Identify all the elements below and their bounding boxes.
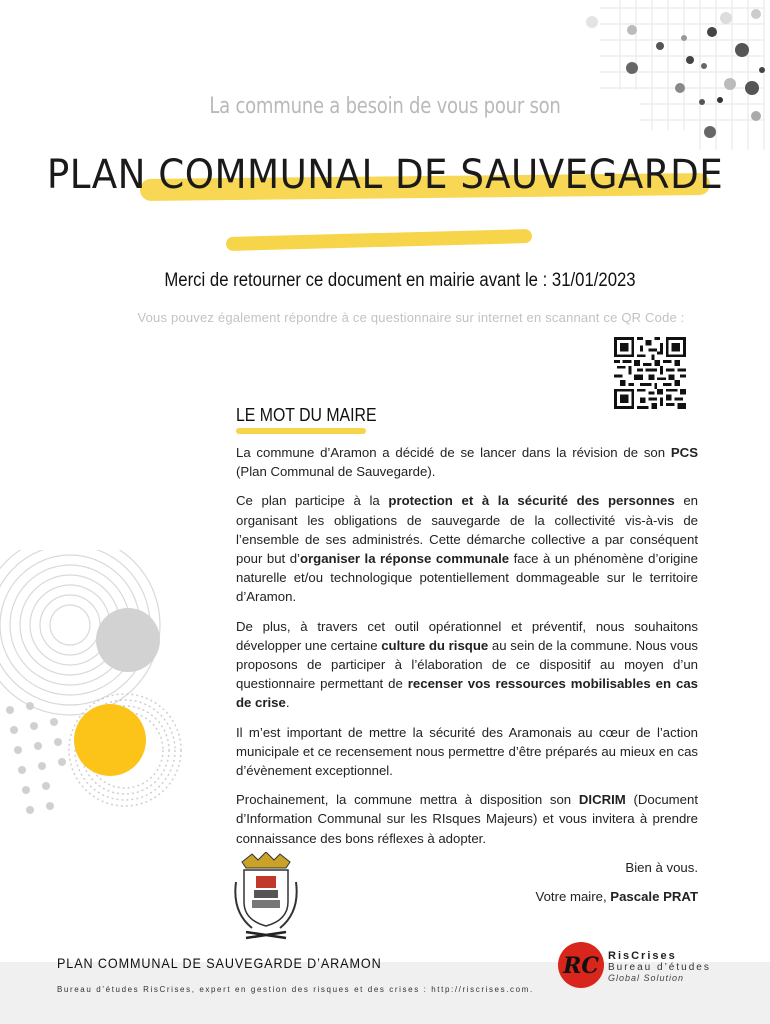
paragraph-dicrim: Prochainement, la commune mettra à disposition son DICRIM (Document d’Information Communal sur les RIsques Majeurs) et vous invitera à prendre connaissance des bons réflexes à adopter.: [236, 792, 698, 846]
logo-name: RisCrises: [608, 950, 677, 962]
footer-title: PLAN COMMUNAL DE SAUVEGARDE D’ARAMON: [57, 955, 382, 971]
qr-code[interactable]: [612, 337, 688, 409]
page-title: PLAN COMMUNAL DE SAUVEGARDE: [46, 152, 724, 198]
title-underline-stroke: [226, 229, 532, 251]
town-crest-icon: [232, 852, 300, 940]
logo-letters: RC: [563, 953, 599, 979]
section-title-underline: [236, 428, 366, 434]
return-deadline: Merci de retourner ce document en mairie avant le : 31/01/2023: [164, 270, 636, 291]
decorative-circles: [0, 550, 220, 870]
paragraph-safety: Il m’est important de mettre la sécurité des Aramonais au cœur de l’action municipale et ce recensement nous permettre d’être préparés au mieux en cas d’évènement exceptionnel.: [236, 724, 698, 779]
riscrises-logo-icon: [556, 940, 606, 990]
page-subtitle: La commune a besoin de vous pour son: [209, 94, 561, 119]
qr-code-note: Vous pouvez également répondre à ce questionnaire sur internet en scannant ce QR Code :: [137, 310, 685, 325]
paragraph-risk-culture: De plus, à travers cet outil opérationnel et préventif, nous souhaitons développer une certaine culture du risque au sein de la commune. Nous vous proposons de participer à l’élaboration de ce dispositif au moyen d’un questionnaire permettant de recenser vos ressources mobilisables en cas de crise.: [236, 618, 698, 711]
paragraph-pcs: La commune d’Aramon a décidé de se lancer dans la révision de son PCS (Plan Communal de Sauvegarde).: [236, 445, 698, 480]
paragraph-plan: Ce plan participe à la protection et à la sécurité des personnes en organisant les obligations de sauvegarde de la collectivité vis-à-vis de l’ensemble de ses administrés. Cette démarche collective a par conséquent pour but d’organiser la réponse communale face à un phénomène d’origine naturelle et/ou technologique potentiellement dommageable sur le territoire d’Aramon.: [236, 493, 698, 605]
mayor-letter: [236, 443, 698, 916]
logo-tagline: Bureau d’études: [608, 962, 711, 973]
logo-slogan: Global Solution: [608, 973, 685, 983]
footer-credit: Bureau d’études RisCrises, expert en gestion des risques et des crises : http://riscrises.com.: [57, 985, 534, 994]
closing: Bien à vous.: [625, 859, 698, 875]
section-title: LE MOT DU MAIRE: [236, 405, 377, 425]
signature: Votre maire, Pascale PRAT: [535, 889, 698, 905]
decorative-dot-grid: [580, 0, 770, 160]
